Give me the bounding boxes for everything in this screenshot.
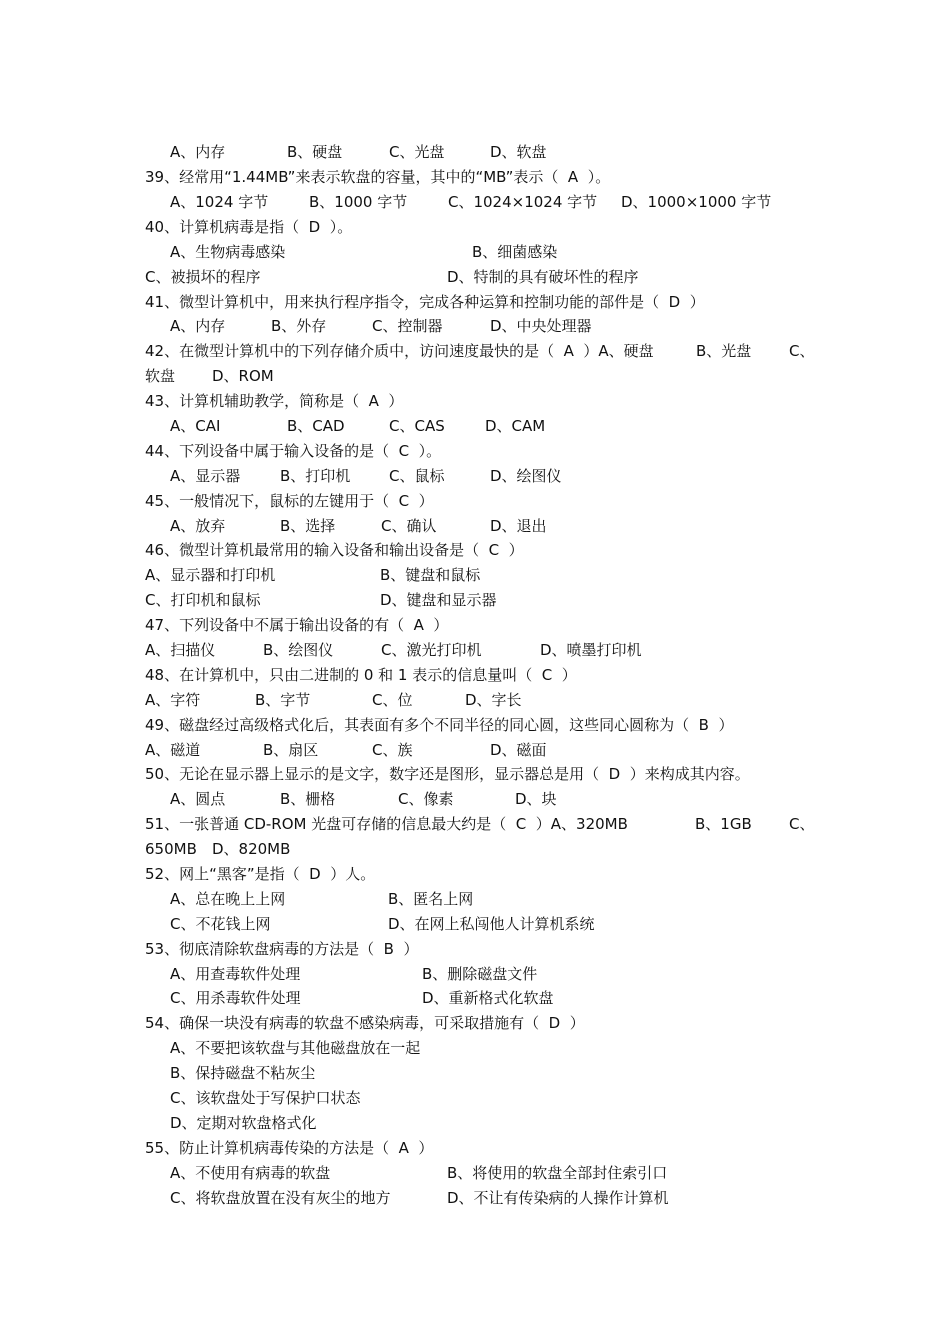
options-line [0, 563, 481, 588]
option-c: C、该软盘处于写保护口状态 [170, 1089, 361, 1107]
options-line [0, 588, 497, 613]
option-d: D、特制的具有破坏性的程序 [447, 268, 639, 286]
options-line [0, 140, 547, 165]
options-line [0, 514, 547, 539]
stem-text: 43、计算机辅助教学，简称是（ A ） [145, 392, 404, 410]
option-b: B、选择 [280, 517, 336, 535]
option-b: B、1GB [695, 815, 752, 833]
option-b: B、栅格 [280, 790, 336, 808]
options-line [0, 738, 547, 763]
option-d: D、中央处理器 [490, 317, 592, 335]
option-b: B、光盘 [696, 342, 752, 360]
option-a: A、内存 [170, 143, 226, 161]
option-c: C、族 [372, 741, 413, 759]
options-line [0, 1086, 361, 1111]
question-stem [0, 1011, 585, 1036]
option-a: A、不使用有病毒的软盘 [170, 1164, 331, 1182]
stem-text: 46、微型计算机最常用的输入设备和输出设备是（ C ） [145, 541, 524, 559]
question-stem [0, 862, 376, 887]
question-stem [0, 538, 524, 563]
option-b: B、打印机 [280, 467, 351, 485]
stem-text: 40、计算机病毒是指（ D ）。 [145, 218, 353, 236]
option-d: D、ROM [212, 367, 274, 385]
stem-text: 48、在计算机中，只由二进制的 0 和 1 表示的信息量叫（ C ） [145, 666, 577, 684]
options-line [0, 414, 546, 439]
question-stem [0, 812, 815, 837]
options-line [0, 787, 557, 812]
option-b: B、字节 [255, 691, 311, 709]
options-line [0, 1161, 668, 1186]
options-line [0, 912, 595, 937]
question-stem [0, 713, 734, 738]
stem-text: 55、防止计算机病毒传染的方法是（ A ） [145, 1139, 434, 1157]
option-c: C、位 [372, 691, 413, 709]
question-stem [0, 762, 750, 787]
option-d: D、喷墨打印机 [540, 641, 642, 659]
option-b: B、绘图仪 [263, 641, 334, 659]
options-line [0, 190, 772, 215]
question-stem [0, 439, 442, 464]
option-d: D、1000×1000 字节 [621, 193, 772, 211]
option-c: C、控制器 [372, 317, 443, 335]
options-line [0, 1061, 316, 1086]
option-d: D、重新格式化软盘 [422, 989, 554, 1007]
option-b: B、细菌感染 [472, 243, 558, 261]
options-line [0, 986, 554, 1011]
question-stem [0, 389, 404, 414]
options-line [0, 837, 291, 862]
option-a: A、生物病毒感染 [170, 243, 286, 261]
option-d: D、软盘 [490, 143, 547, 161]
options-line [0, 1111, 317, 1136]
option-c: C、激光打印机 [381, 641, 482, 659]
option-b: B、键盘和鼠标 [380, 566, 481, 584]
option-d: D、块 [515, 790, 557, 808]
option-a: A、CAI [170, 417, 221, 435]
stem-text: 53、彻底清除软盘病毒的方法是（ B ） [145, 940, 419, 958]
options-line [0, 1036, 421, 1061]
question-stem [0, 937, 419, 962]
options-line [0, 1186, 669, 1211]
options-line [0, 962, 538, 987]
stem-text: 45、一般情况下，鼠标的左键用于（ C ） [145, 492, 434, 510]
stem-text: 50、无论在显示器上显示的是文字，数字还是图形，显示器总是用（ D ）来构成其内容。 [145, 765, 750, 783]
question-stem [0, 489, 434, 514]
option-d: D、CAM [485, 417, 546, 435]
option-b: B、将使用的软盘全部封住索引口 [447, 1164, 668, 1182]
question-stem [0, 290, 705, 315]
option-a: A、显示器 [170, 467, 241, 485]
question-stem [0, 663, 577, 688]
options-line [0, 240, 558, 265]
options-line [0, 688, 522, 713]
option-d: D、在网上私闯他人计算机系统 [388, 915, 595, 933]
option-c: C、被损坏的程序 [145, 268, 261, 286]
option-b: B、删除磁盘文件 [422, 965, 538, 983]
option-a: A、用查毒软件处理 [170, 965, 301, 983]
option-a: A、字符 [145, 691, 201, 709]
options-line [0, 314, 592, 339]
option-d: D、定期对软盘格式化 [170, 1114, 317, 1132]
stem-text: 54、确保一块没有病毒的软盘不感染病毒，可采取措施有（ D ） [145, 1014, 585, 1032]
option-c-text: 650MB [145, 840, 197, 858]
options-line [0, 638, 642, 663]
option-c: C、1024×1024 字节 [448, 193, 598, 211]
question-stem [0, 165, 611, 190]
option-a: A、圆点 [170, 790, 226, 808]
options-line [0, 265, 639, 290]
option-a: A、1024 字节 [170, 193, 269, 211]
option-b: B、保持磁盘不粘灰尘 [170, 1064, 316, 1082]
options-line [0, 364, 274, 389]
stem-text: 44、下列设备中属于输入设备的是（ C ）。 [145, 442, 442, 460]
option-c: C、打印机和鼠标 [145, 591, 261, 609]
option-c: C、 [789, 342, 815, 360]
stem-text: 47、下列设备中不属于输出设备的有（ A ） [145, 616, 449, 634]
option-d: D、键盘和显示器 [380, 591, 497, 609]
stem-text: 51、一张普通 CD-ROM 光盘可存储的信息最大约是（ C ）A、320MB [145, 815, 628, 833]
question-stem [0, 339, 815, 364]
stem-text: 49、磁盘经过高级格式化后，其表面有多个不同半径的同心圆，这些同心圆称为（ B ） [145, 716, 734, 734]
option-c: C、鼠标 [389, 467, 445, 485]
option-b: B、1000 字节 [309, 193, 408, 211]
option-d: D、820MB [212, 840, 291, 858]
option-d: D、绘图仪 [490, 467, 562, 485]
option-a: A、内存 [170, 317, 226, 335]
option-b: B、匿名上网 [388, 890, 474, 908]
options-line [0, 887, 474, 912]
option-c: C、光盘 [389, 143, 445, 161]
question-stem [0, 1136, 434, 1161]
stem-text: 39、经常用“1.44MB”来表示软盘的容量，其中的“MB”表示（ A ）。 [145, 168, 611, 186]
option-c: C、 [789, 815, 815, 833]
option-b: B、外存 [271, 317, 327, 335]
option-c: C、CAS [389, 417, 445, 435]
stem-text: 41、微型计算机中，用来执行程序指令，完成各种运算和控制功能的部件是（ D ） [145, 293, 705, 311]
option-a: A、放弃 [170, 517, 226, 535]
option-c: C、像素 [398, 790, 454, 808]
option-b: B、CAD [287, 417, 345, 435]
option-c: C、确认 [381, 517, 437, 535]
option-a: A、总在晚上上网 [170, 890, 286, 908]
question-stem [0, 613, 449, 638]
option-a: A、不要把该软盘与其他磁盘放在一起 [170, 1039, 421, 1057]
option-c: C、用杀毒软件处理 [170, 989, 301, 1007]
option-b: B、扇区 [263, 741, 319, 759]
option-c: C、将软盘放置在没有灰尘的地方 [170, 1189, 391, 1207]
option-a: A、磁道 [145, 741, 201, 759]
option-d: D、磁面 [490, 741, 547, 759]
question-stem [0, 215, 353, 240]
stem-text: 42、在微型计算机中的下列存储介质中，访问速度最快的是（ A ）A、硬盘 [145, 342, 654, 360]
option-c-text: 软盘 [145, 367, 176, 385]
option-b: B、硬盘 [287, 143, 343, 161]
stem-text: 52、网上“黑客”是指（ D ）人。 [145, 865, 376, 883]
options-line [0, 464, 562, 489]
option-d: D、退出 [490, 517, 547, 535]
option-d: D、不让有传染病的人操作计算机 [447, 1189, 669, 1207]
option-c: C、不花钱上网 [170, 915, 271, 933]
option-a: A、扫描仪 [145, 641, 216, 659]
option-d: D、字长 [465, 691, 522, 709]
option-a: A、显示器和打印机 [145, 566, 276, 584]
